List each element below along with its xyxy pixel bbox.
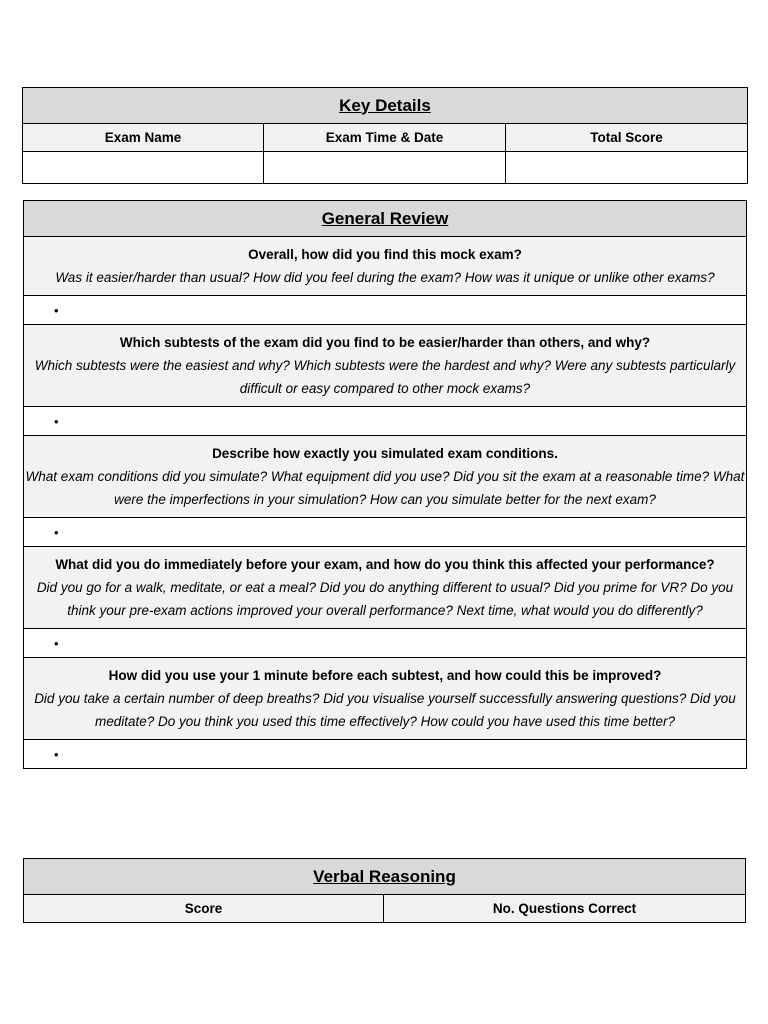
exam-name-header: Exam Name [23,124,264,152]
review-question-pre-exam [24,547,747,629]
question-text: Describe how exactly you simulated exam conditions. [212,446,558,461]
exam-time-date-header: Exam Time & Date [264,124,506,152]
exam-time-date-field[interactable] [264,152,506,184]
general-review-table [23,200,747,769]
total-score-header: Total Score [506,124,748,152]
bullet-icon: • [54,414,59,429]
verbal-reasoning-title: Verbal Reasoning [24,859,746,895]
question-text: How did you use your 1 minute before each subtest, and how could this be improved? [108,668,662,683]
prompt-text: What exam conditions did you simulate? What equipment did you use? Did you sit the exam at a reasonable time? What were the imperfections in your simulation? How can you simulate better for the next exam? [25,469,745,507]
prompt-text: Which subtests were the easiest and why? Which subtests were the hardest and why? Were any subtests particularly difficult or easy compared to other mock exams? [34,358,736,396]
exam-name-field[interactable] [23,152,264,184]
bullet-icon: • [54,636,59,651]
answer-field-pre-exam[interactable] [24,629,747,658]
bullet-icon: • [54,525,59,540]
review-question-one-minute [24,658,747,740]
review-question-subtests [24,325,747,407]
prompt-text: Did you take a certain number of deep breaths? Did you visualise yourself successfully answering questions? Did you meditate? Do you think you used this time effectively? How could you have used this time better? [34,691,736,729]
prompt-text: Did you go for a walk, meditate, or eat a meal? Did you do anything different to usual? Did you prime for VR? Do you think your pre-exam actions improved your overall performance? Next time, what would you do differently? [36,580,734,618]
answer-field-subtests[interactable] [24,407,747,436]
review-question-overall [24,237,747,296]
total-score-field[interactable] [506,152,748,184]
key-details-title: Key Details [23,88,748,124]
question-text: What did you do immediately before your exam, and how do you think this affected your performance? [55,557,715,572]
bullet-icon: • [54,747,59,762]
score-header: Score [24,895,384,923]
answer-field-conditions[interactable] [24,518,747,547]
verbal-reasoning-table [23,858,746,923]
question-text: Overall, how did you find this mock exam? [248,247,522,262]
answer-field-one-minute[interactable] [24,740,747,769]
answer-field-overall[interactable] [24,296,747,325]
key-details-table [22,87,748,184]
questions-correct-header: No. Questions Correct [384,895,746,923]
bullet-icon: • [54,303,59,318]
general-review-title: General Review [24,201,747,237]
review-question-conditions [24,436,747,518]
prompt-text: Was it easier/harder than usual? How did you feel during the exam? How was it unique or unlike other exams? [55,270,715,285]
question-text: Which subtests of the exam did you find to be easier/harder than others, and why? [119,335,651,350]
